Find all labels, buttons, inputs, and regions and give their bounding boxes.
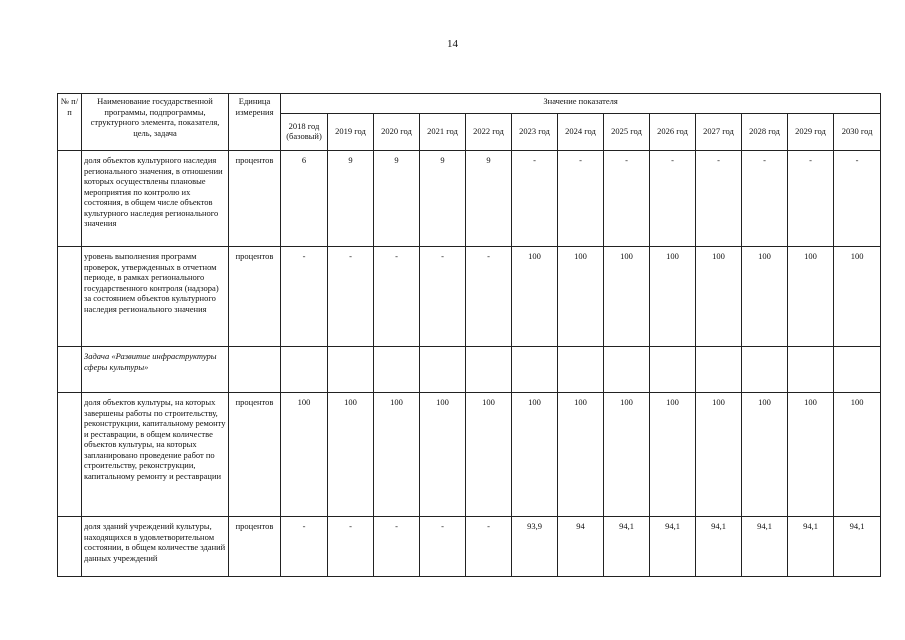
indicator-value: - xyxy=(834,151,881,247)
indicator-value: 94,1 xyxy=(696,517,742,577)
indicator-value: - xyxy=(558,151,604,247)
indicator-row xyxy=(58,517,881,577)
header-year: 2018 год (базовый) xyxy=(281,114,328,151)
indicator-value: 100 xyxy=(696,393,742,517)
indicator-value: 100 xyxy=(374,393,420,517)
indicator-value xyxy=(328,347,374,393)
indicator-unit: процентов xyxy=(229,393,281,517)
indicator-value: 100 xyxy=(281,393,328,517)
row-num xyxy=(58,151,82,247)
indicator-value: - xyxy=(512,151,558,247)
indicator-value xyxy=(374,347,420,393)
indicator-value: 100 xyxy=(328,393,374,517)
indicator-value: - xyxy=(742,151,788,247)
indicator-value xyxy=(558,347,604,393)
indicator-value: 100 xyxy=(696,247,742,347)
header-year: 2027 год xyxy=(696,114,742,151)
indicator-value: - xyxy=(374,517,420,577)
indicator-value xyxy=(834,347,881,393)
indicator-value: 100 xyxy=(466,393,512,517)
indicator-value: 100 xyxy=(512,393,558,517)
indicator-value: - xyxy=(281,247,328,347)
indicator-name: доля зданий учреждений культуры, находящихся в удовлетворительном состоянии, в общем количестве зданий данных учреждений xyxy=(82,517,229,577)
header-unit: Единица измерения xyxy=(229,94,281,151)
header-year: 2023 год xyxy=(512,114,558,151)
header-year: 2030 год xyxy=(834,114,881,151)
indicators-table xyxy=(57,93,881,577)
indicator-row xyxy=(58,393,881,517)
header-num: № п/п xyxy=(58,94,82,151)
header-year: 2026 год xyxy=(650,114,696,151)
indicator-value: - xyxy=(788,151,834,247)
indicator-value xyxy=(466,347,512,393)
indicator-value: 100 xyxy=(788,393,834,517)
indicator-value: 6 xyxy=(281,151,328,247)
indicator-value: 100 xyxy=(650,393,696,517)
row-num xyxy=(58,517,82,577)
indicator-value: 100 xyxy=(788,247,834,347)
indicator-value: - xyxy=(466,517,512,577)
indicator-value: - xyxy=(420,517,466,577)
indicator-unit: процентов xyxy=(229,247,281,347)
indicator-value xyxy=(420,347,466,393)
indicator-value: 100 xyxy=(558,247,604,347)
indicator-value: - xyxy=(604,151,650,247)
indicator-value: 100 xyxy=(558,393,604,517)
indicator-unit: процентов xyxy=(229,517,281,577)
indicator-value: - xyxy=(466,247,512,347)
indicator-value: 100 xyxy=(604,247,650,347)
indicator-name: доля объектов культурного наследия регионального значения, в отношении которых осуществлены плановые мероприятия по контролю их состояния, в общем числе объектов культурного наследия регионального значения xyxy=(82,151,229,247)
header-year: 2028 год xyxy=(742,114,788,151)
indicator-value: 100 xyxy=(834,393,881,517)
indicator-name: уровень выполнения программ проверок, утвержденных в отчетном периоде, в рамках регионального государственного контроля (надзора) за состоянием объектов культурного наследия регионального значения xyxy=(82,247,229,347)
header-year: 2021 год xyxy=(420,114,466,151)
indicator-value: 100 xyxy=(604,393,650,517)
header-value-group: Значение показателя xyxy=(281,94,881,114)
header-year: 2022 год xyxy=(466,114,512,151)
indicator-value: 9 xyxy=(374,151,420,247)
indicator-value: - xyxy=(328,247,374,347)
indicator-value: 94,1 xyxy=(742,517,788,577)
header-year: 2024 год xyxy=(558,114,604,151)
indicator-value: - xyxy=(650,151,696,247)
indicator-name: доля объектов культуры, на которых завершены работы по строительству, реконструкции, капитальному ремонту и реставрации, в общем количестве объектов культуры, на которых запланировано проведение работ по строительству, реконструкции, капитальному ремонту и реставрации xyxy=(82,393,229,517)
indicator-value xyxy=(281,347,328,393)
indicator-value: 100 xyxy=(650,247,696,347)
header-year: 2020 год xyxy=(374,114,420,151)
task-name: Задача «Развитие инфраструктуры сферы культуры» xyxy=(82,347,229,393)
indicator-value: 9 xyxy=(328,151,374,247)
indicator-row xyxy=(58,247,881,347)
row-num xyxy=(58,393,82,517)
row-num xyxy=(58,347,82,393)
indicator-value: - xyxy=(420,247,466,347)
indicator-value: 9 xyxy=(420,151,466,247)
header-name: Наименование государственной программы, подпрограммы, структурного элемента, показателя, цель, задача xyxy=(82,94,229,151)
indicator-value: - xyxy=(374,247,420,347)
indicator-value: 94,1 xyxy=(604,517,650,577)
indicator-value: 100 xyxy=(512,247,558,347)
indicator-value: 94,1 xyxy=(650,517,696,577)
task-row xyxy=(58,347,881,393)
indicator-value: 94 xyxy=(558,517,604,577)
indicator-value xyxy=(604,347,650,393)
header-year: 2025 год xyxy=(604,114,650,151)
indicator-value xyxy=(512,347,558,393)
indicator-value: 100 xyxy=(742,247,788,347)
indicator-unit: процентов xyxy=(229,151,281,247)
indicator-value: 100 xyxy=(742,393,788,517)
row-num xyxy=(58,247,82,347)
indicator-unit xyxy=(229,347,281,393)
indicator-value xyxy=(742,347,788,393)
header-year: 2029 год xyxy=(788,114,834,151)
page-number: 14 xyxy=(447,38,458,50)
indicator-value: - xyxy=(328,517,374,577)
indicator-value: 93,9 xyxy=(512,517,558,577)
indicator-row xyxy=(58,151,881,247)
indicator-value: - xyxy=(281,517,328,577)
indicator-value: - xyxy=(696,151,742,247)
indicator-value: 94,1 xyxy=(788,517,834,577)
indicator-value: 100 xyxy=(420,393,466,517)
indicator-value: 100 xyxy=(834,247,881,347)
indicator-value xyxy=(650,347,696,393)
indicator-value: 9 xyxy=(466,151,512,247)
header-year: 2019 год xyxy=(328,114,374,151)
indicator-value xyxy=(696,347,742,393)
indicator-value xyxy=(788,347,834,393)
indicator-value: 94,1 xyxy=(834,517,881,577)
